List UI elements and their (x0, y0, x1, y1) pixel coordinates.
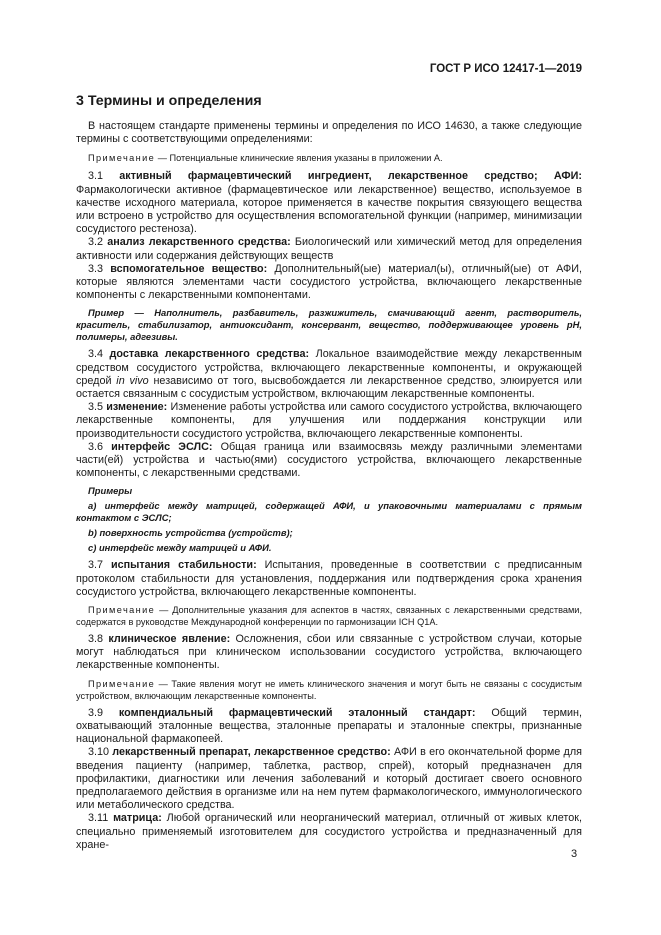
term-3-5: 3.5 изменение: Изменение работы устройства или самого сосудистого устройства, включающего лекарственные компоненты, для улучшения или поддержания конструкции или производительности сосудистого устройства, включающего лекарственные компоненты. (76, 401, 582, 440)
section-title: 3 Термины и определения (76, 93, 262, 109)
term-3-6: 3.6 интерфейс ЭСЛС: Общая граница или взаимосвязь между различными элементами части(ей) устройства и частью(ями) сосудистого устройства, включающего лекарственные компоненты, с лекарственными средствами. (76, 440, 582, 480)
note-2: Примечание — Дополнительные указания для аспектов в частях, связанных с лекарственными средствами, содержатся в руководстве Международной конференции по гармонизации ICH Q1A. (76, 605, 582, 628)
standard-header: ГОСТ Р ИСО 12417-1—2019 (429, 63, 582, 75)
page-number: 3 (571, 848, 578, 860)
term-3-8: 3.8 клиническое явление: Осложнения, сбои или связанные с устройством случаи, которые могут наблюдаться при клиническом использовании сосудистого устройства, включающего лекарственные компоненты. (76, 633, 582, 672)
term-3-2: 3.2 анализ лекарственного средства: Биологический или химический метод для определения активности или содержания действующих веществ (76, 236, 583, 262)
note-1: Примечание — Потенциальные клинические явления указаны в приложении А. (88, 153, 443, 164)
term-3-3: 3.3 вспомогательное вещество: Дополнительный(ые) материал(ы), отличный(ые) от АФИ, которые являются элементами части сосудистого устройства, включающего лекарственные компоненты с лекарственными компонентами. (76, 262, 582, 302)
note-3: Примечание — Такие явления могут не иметь клинического значения и могут быть не связаны с сосудистым устройством, включающим лекарственные компоненты. (76, 678, 582, 701)
term-3-9: 3.9 компендиальный фармацевтический эталонный стандарт: Общий термин, охватывающий эталонные вещества, эталонные препараты и эталонные спектры, признанные национальной фармакопеей. (76, 706, 583, 746)
example-3-3: Пример — Наполнитель, разбавитель, разжижитель, смачивающий агент, растворитель, краситель, стабилизатор, антиоксидант, консервант, вещество, поддерживающее уровень pH, полимеры, адгезивы. (76, 307, 582, 343)
example-b: b) поверхность устройства (устройств); (88, 527, 293, 539)
example-a: а) интерфейс между матрицей, содержащей АФИ, и упаковочными материалами с прямым контактом с ЭСЛС; (76, 500, 582, 524)
term-3-1: 3.1 активный фармацевтический ингредиент, лекарственное средство; АФИ: Фармакологически активное (фармацевтическое или лекарственное) вещество, используемое в качестве исходного материала, которое применяется в качестве покрытия связующего вещества или встроено в устройство для осуществления вспомогательной функции (например, минимизации сосудистого рестеноза). (76, 170, 582, 236)
term-3-10: 3.10 лекарственный препарат, лекарственное средство: АФИ в его окончательной форме для введения пациенту (например, таблетка, раствор, спрей), который предназначен для профилактики, диагностики или лечения заболеваний и который достигает своего основного предполагаемого действия в организме или на нем путем фармакологического, иммунологического или метаболического средства. (76, 746, 582, 812)
example-c: с) интерфейс между матрицей и АФИ. (88, 542, 272, 554)
page-content (76, 92, 582, 852)
term-3-11: 3.11 матрица: Любой органический или неорганический материал, отличный от живых клеток, специально применяемый изготовителем для сосудистого устройства и предназначенный для хране- (76, 812, 582, 851)
examples-title: Примеры (88, 485, 133, 497)
intro-paragraph: В настоящем стандарте применены термины и определения по ИСО 14630, а также следующие термины с соответствующими определениями: (76, 120, 582, 146)
term-3-7: 3.7 испытания стабильности: Испытания, проведенные в соответствии с предписанным протоколом стабильности для установления, поддержания или подтверждения срока хранения сосудистого устройства, включающего лекарственные компоненты. (76, 559, 582, 598)
note-label: Примечание (88, 153, 156, 164)
term-3-4: 3.4 доставка лекарственного средства: Локальное взаимодействие между лекарственным средством сосудистого устройства, включающего лекарственные компоненты, и окружающей средой in vivo независимо от того, высвобождается ли лекарственное средство, элюируется или остается связанным с сосудистым устройством, включающим лекарственные компоненты. (76, 348, 582, 401)
